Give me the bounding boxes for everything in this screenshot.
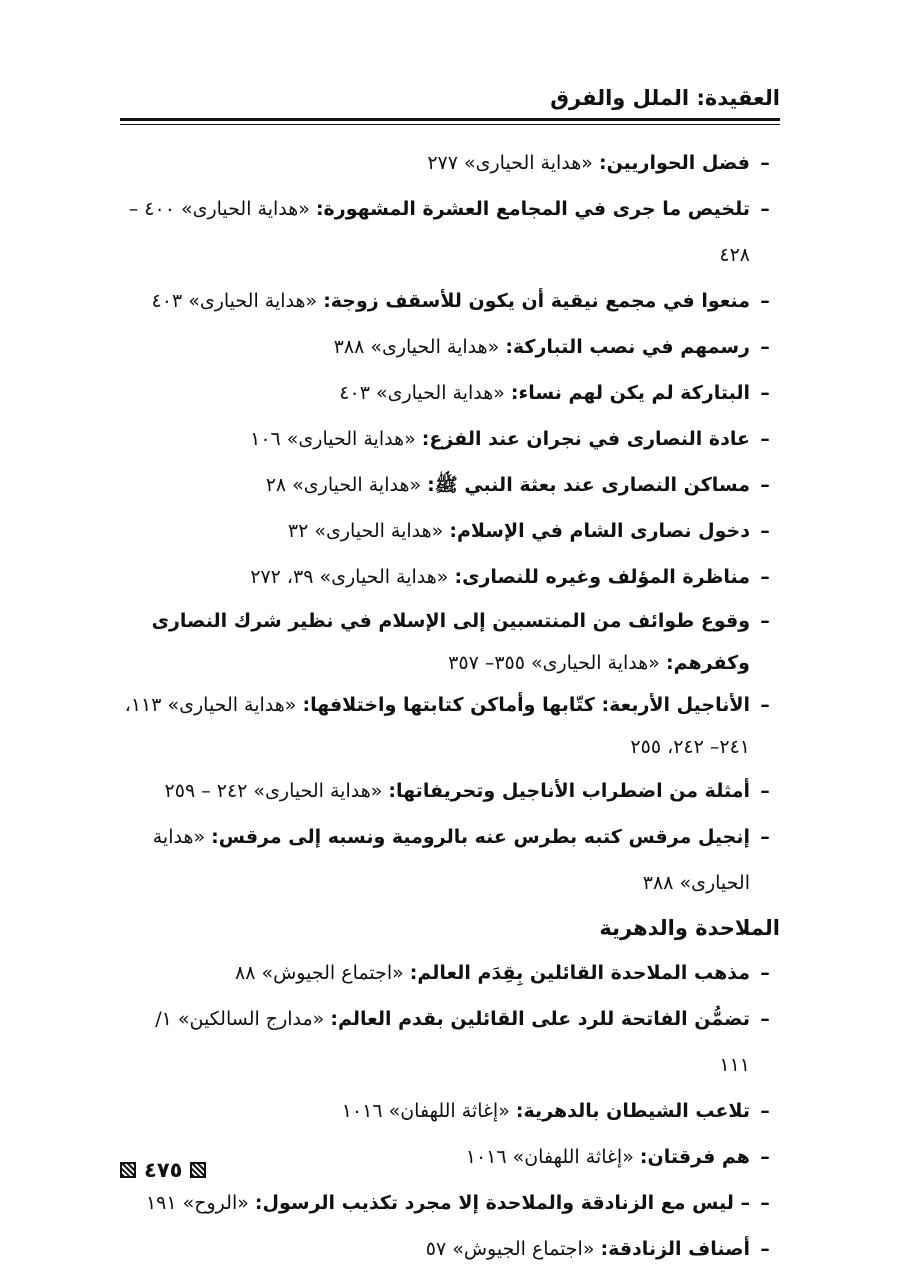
entry-ref: «هداية الحيارى» ١١٣، ٢٤١– ٢٤٢، ٢٥٥ [124, 694, 750, 758]
entry-ref: «اجتماع الجيوش» ٥٧ [425, 1238, 601, 1260]
index-entry [120, 462, 780, 508]
entry-head: البتاركة لم يكن لهم نساء: [510, 382, 750, 404]
dash-marker: – [760, 1146, 770, 1168]
entry-ref: «اجتماع الجيوش» ٨٨ [235, 962, 410, 984]
section-heading: الملاحدة والدهرية [599, 916, 780, 940]
entry-ref: «الروح» ١٩١ [145, 1192, 255, 1214]
entry-head: تلخيص ما جرى في المجامع العشرة المشهورة: [315, 198, 750, 220]
index-entry [120, 324, 780, 370]
entry-head: وقوع طوائف من المنتسبين إلى الإسلام في نظير شرك النصارى وكفرهم: [151, 610, 750, 674]
dash-marker: – [760, 826, 770, 848]
dash-marker: – [760, 1008, 770, 1030]
entry-head: تلاعب الشيطان بالدهرية: [515, 1100, 750, 1122]
dash-marker: – [760, 336, 770, 358]
dash-marker: – [760, 566, 770, 588]
entry-ref: «هداية الحيارى» ٣٨٨ [152, 826, 750, 894]
page-number: ٤٧٥ [144, 1158, 183, 1182]
index-entry [120, 370, 780, 416]
entry-head: فضل الحواريين: [598, 152, 750, 174]
index-entry [120, 1134, 780, 1180]
entry-head: الأناجيل الأربعة: كتّابها وأماكن كتابتها واختلافها: [302, 694, 750, 716]
header-rule-thick [120, 118, 780, 121]
entry-head: أصناف الزنادقة: [600, 1238, 750, 1260]
dash-marker: – [760, 1100, 770, 1122]
entry-head: مساكن النصارى عند بعثة النبي ﷺ: [427, 474, 750, 496]
entry-head: منعوا في مجمع نيقية أن يكون للأسقف زوجة: [323, 290, 750, 312]
dash-marker: – [760, 962, 770, 984]
entry-ref: «هداية الحيارى» ٣٢ [287, 520, 450, 542]
dash-marker: – [760, 520, 770, 542]
dash-marker: – [760, 428, 770, 450]
entry-ref: «هداية الحيارى» ٢٤٢ – ٢٥٩ [164, 780, 389, 802]
entry-ref: «هداية الحيارى» ٢٧٧ [427, 152, 599, 174]
entry-ref: «هداية الحيارى» ٢٨ [265, 474, 428, 496]
entry-ref: «هداية الحيارى» ٣٨٨ [333, 336, 506, 358]
dash-marker: – [760, 694, 770, 716]
entry-ref: «هداية الحيارى» ٣٩، ٢٧٢ [250, 566, 455, 588]
index-entry [120, 508, 780, 554]
dash-marker: – [760, 382, 770, 404]
dash-marker: – [760, 198, 770, 220]
entry-ref: «هداية الحيارى» ٤٠٠ – ٤٢٨ [128, 198, 750, 266]
index-entry [120, 554, 780, 600]
index-entry [120, 1226, 780, 1272]
index-entry [120, 996, 780, 1088]
index-entries [120, 140, 780, 1272]
index-entry [120, 278, 780, 324]
dash-marker: – [760, 152, 770, 174]
entry-head: تضمُّن الفاتحة للرد على القائلين بقدم العالم: [330, 1008, 750, 1030]
index-entry [120, 1180, 780, 1226]
entry-ref: «هداية الحيارى» ٣٥٥– ٣٥٧ [448, 652, 666, 674]
running-header: العقيدة: الملل والفرق [550, 86, 780, 110]
dash-marker: – [760, 610, 770, 632]
dash-marker: – [760, 290, 770, 312]
dash-marker: – [760, 474, 770, 496]
entry-head: مناظرة المؤلف وغيره للنصارى: [454, 566, 750, 588]
entry-head: – ليس مع الزنادقة والملاحدة إلا مجرد تكذيب الرسول: [254, 1192, 750, 1214]
index-entry [120, 1088, 780, 1134]
index-entry [120, 950, 780, 996]
index-entry [120, 684, 780, 768]
index-entry [120, 416, 780, 462]
entry-head: دخول نصارى الشام في الإسلام: [449, 520, 750, 542]
page-footer [120, 1156, 206, 1184]
index-entry [120, 140, 780, 186]
ornament-icon [120, 1162, 136, 1178]
entry-ref: «هداية الحيارى» ٤٠٣ [339, 382, 511, 404]
index-entry [120, 600, 780, 684]
entry-head: هم فرقتان: [639, 1146, 750, 1168]
entry-head: أمثلة من اضطراب الأناجيل وتحريفاتها: [388, 780, 750, 802]
ornament-icon [190, 1162, 206, 1178]
dash-marker: – [760, 1192, 770, 1214]
index-entry [120, 768, 780, 814]
entry-ref: «إغاثة اللهفان» ١٠١٦ [341, 1100, 516, 1122]
dash-marker: – [760, 780, 770, 802]
dash-marker: – [760, 1238, 770, 1260]
index-entry [120, 186, 780, 278]
entry-ref: «مدارج السالكين» ١/ ١١١ [155, 1008, 750, 1076]
entry-ref: «هداية الحيارى» ١٠٦ [250, 428, 422, 450]
header-rule-thin [120, 124, 780, 125]
index-entry [120, 814, 780, 906]
entry-head: رسمهم في نصب التباركة: [505, 336, 750, 358]
entry-head: إنجيل مرقس كتبه بطرس عنه بالرومية ونسبه إلى مرقس: [211, 826, 750, 848]
entry-head: مذهب الملاحدة القائلين بِقِدَم العالم: [409, 962, 750, 984]
entry-ref: «هداية الحيارى» ٤٠٣ [151, 290, 324, 312]
entry-head: عادة النصارى في نجران عند الفزع: [421, 428, 750, 450]
entry-ref: «إغاثة اللهفان» ١٠١٦ [465, 1146, 640, 1168]
